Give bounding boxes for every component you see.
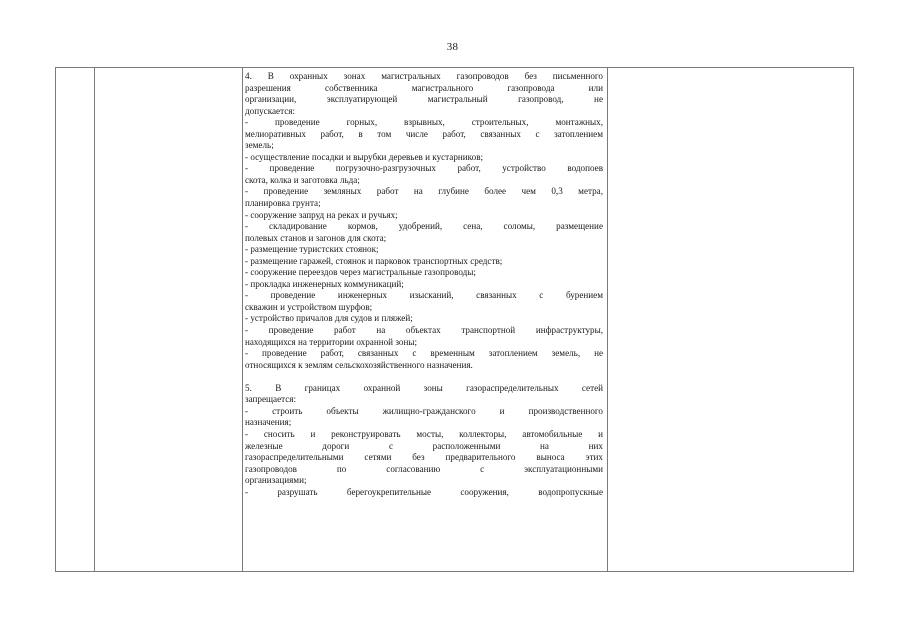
text-line: допускается: (245, 105, 295, 116)
page-number: 38 (446, 41, 459, 53)
requirements-text-cell (245, 71, 603, 498)
text-line: газопроводов по согласованию с эксплуатационными (245, 463, 603, 474)
text-line: - устройство причалов для судов и пляжей; (245, 313, 413, 324)
text-line: - сносить и реконструировать мосты, коллекторы, автомобильные и (245, 428, 603, 439)
paragraph-gap (245, 371, 603, 383)
text-line: находящихся на территории охранной зоны; (245, 336, 417, 347)
text-line: планировка грунта; (245, 198, 321, 209)
text-line: скота, колка и заготовка льда; (245, 174, 360, 185)
text-line: назначения; (245, 417, 292, 428)
text-line: 5. В границах охранной зоны газораспределительных сетей (245, 382, 603, 393)
column-divider-3 (607, 68, 608, 571)
text-line: организации, эксплуатирующей магистральный газопровод, не (245, 94, 603, 105)
text-line: мелиоративных работ, в том числе работ, связанных с затоплением (245, 128, 603, 139)
text-line: организациями; (245, 475, 307, 486)
text-line: - осуществление посадки и вырубки деревьев и кустарников; (245, 151, 484, 162)
text-line: - проведение работ на объектах транспортной инфраструктуры, (245, 325, 603, 336)
text-line: - проведение земляных работ на глубине более чем 0,3 метра, (245, 186, 603, 197)
text-line: - размещение гаражей, стоянок и парковок транспортных средств; (245, 255, 503, 266)
text-line: полевых станов и загонов для скота; (245, 232, 387, 243)
text-line: - проведение погрузочно-разгрузочных работ, устройство водопоев (245, 163, 603, 174)
text-line: - прокладка инженерных коммуникаций; (245, 278, 404, 289)
text-line: земель; (245, 140, 274, 151)
text-line: - проведение горных, взрывных, строительных, монтажных, (245, 117, 603, 128)
section-5-paragraph (245, 383, 603, 498)
text-line: - проведение инженерных изысканий, связанных с бурением (245, 290, 603, 301)
text-line: железные дороги с расположенными на них (245, 440, 603, 451)
column-divider-1 (94, 68, 95, 571)
text-line: - проведение работ, связанных с временным затоплением земель, не (245, 348, 603, 359)
text-line: - сооружение переездов через магистральные газопроводы; (245, 267, 476, 278)
text-line: - строить объекты жилищно-гражданского и производственного (245, 405, 603, 416)
text-line: относящихся к землям сельскохозяйственного назначения. (245, 359, 473, 370)
text-line: - сооружение запруд на реках и ручьях; (245, 209, 398, 220)
text-line: разрешения собственника магистрального газопровода или (245, 82, 603, 93)
text-line: - складирование кормов, удобрений, сена, соломы, размещение (245, 221, 603, 232)
text-line: газораспределительными сетями без предварительного выноса этих (245, 452, 603, 463)
text-line: скважин и устройством шурфов; (245, 301, 373, 312)
text-line: запрещается: (245, 394, 297, 405)
section-4-paragraph (245, 71, 603, 371)
text-line: - размещение туристских стоянок; (245, 244, 379, 255)
document-table (55, 67, 854, 572)
text-line: 4. В охранных зонах магистральных газопроводов без письменного (245, 71, 603, 81)
text-line: - разрушать берегоукрепительные сооружения, водопропускные (245, 486, 603, 497)
column-divider-2 (242, 68, 243, 571)
